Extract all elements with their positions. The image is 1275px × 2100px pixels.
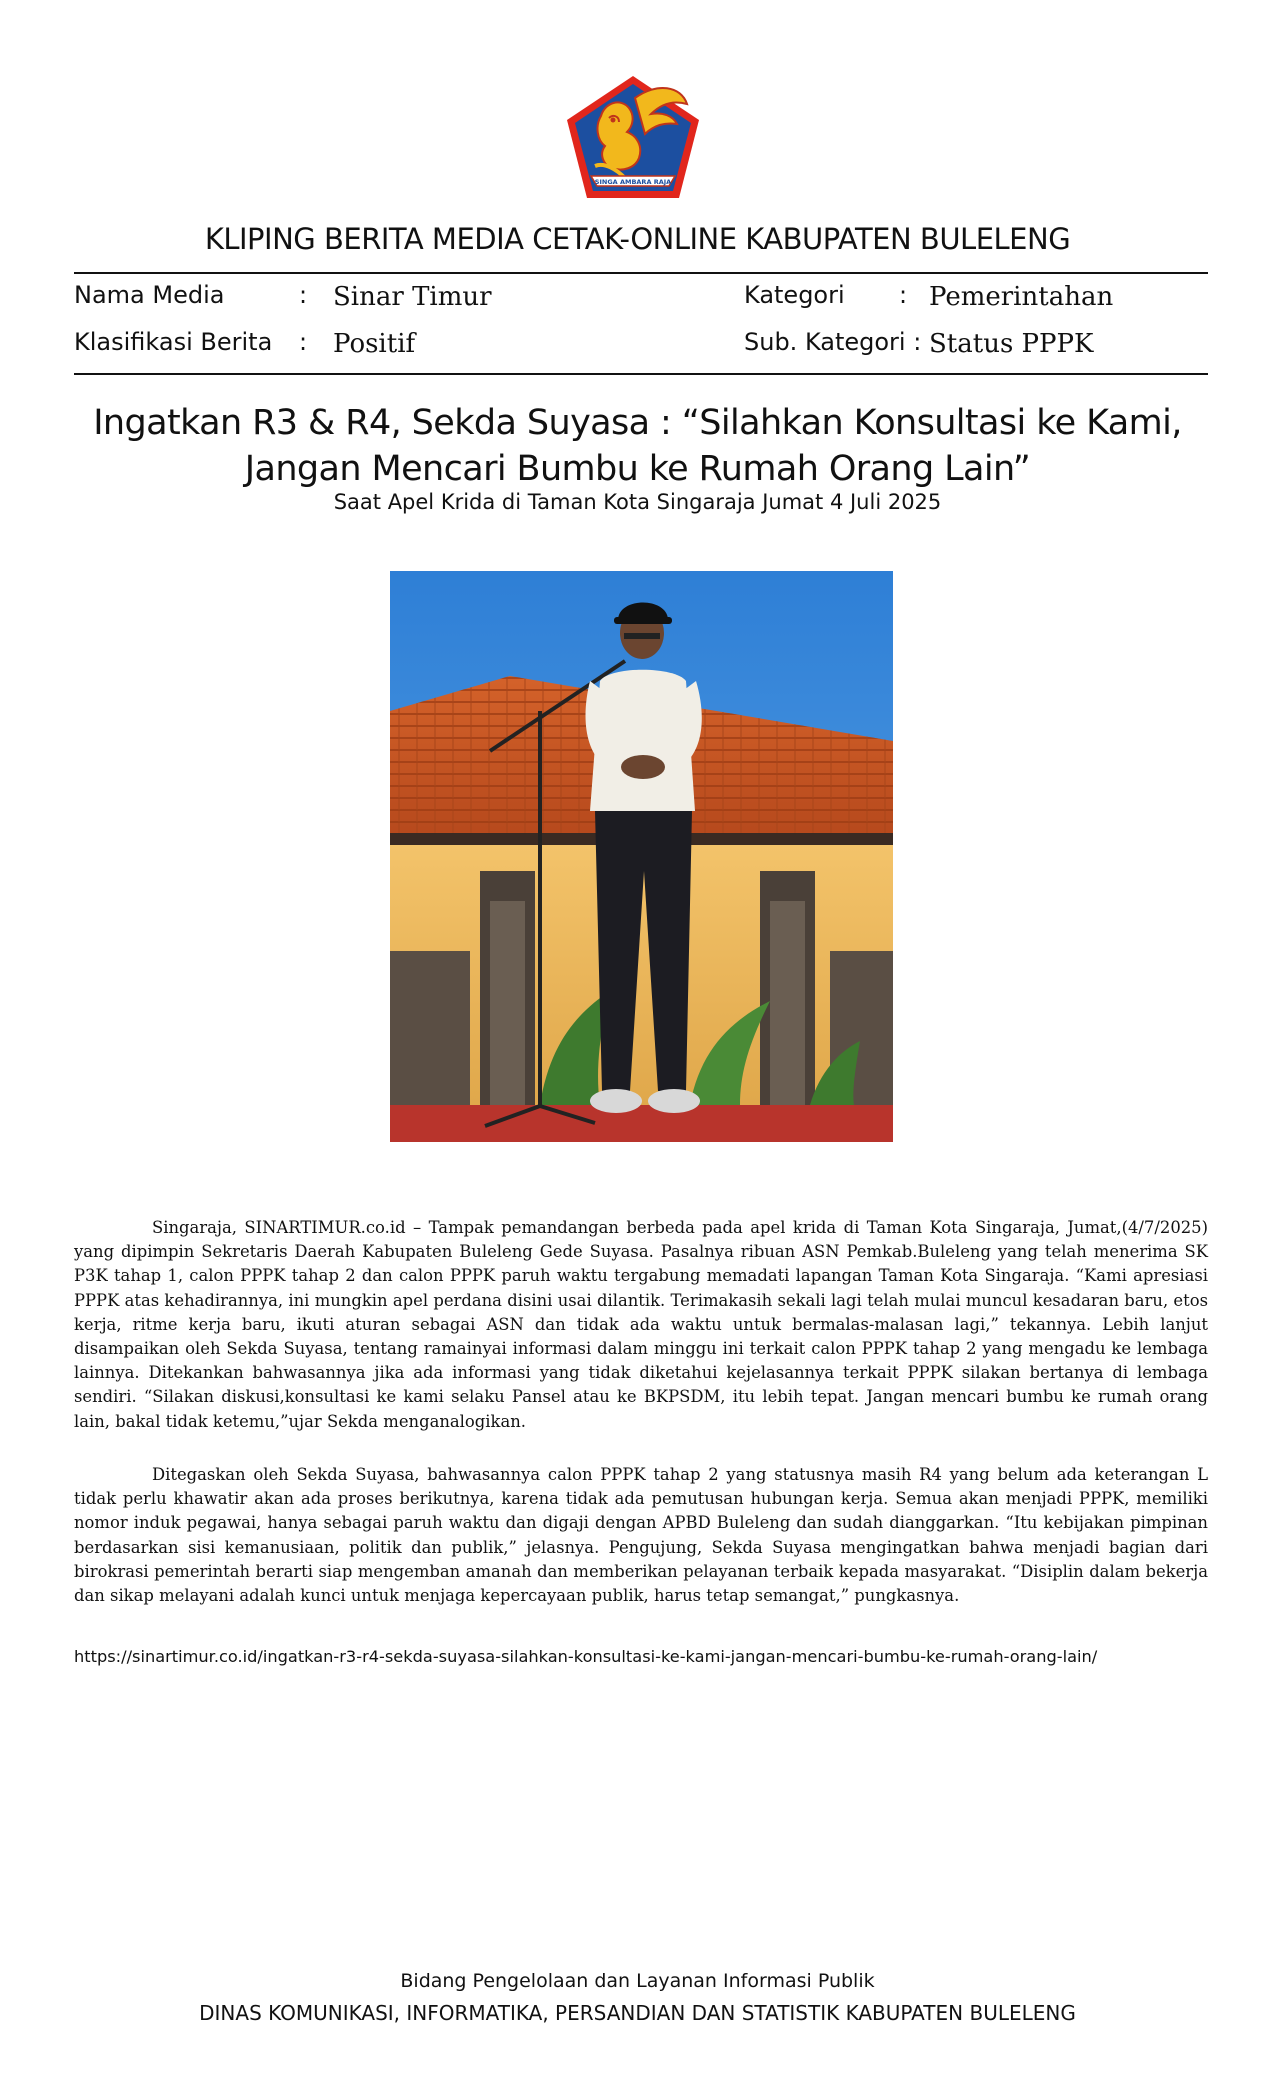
footer-agency: DINAS KOMUNIKASI, INFORMATIKA, PERSANDIAN DAN STATISTIK KABUPATEN BULELENG <box>199 2001 1076 2025</box>
footer-department: Bidang Pengelolaan dan Layanan Informasi Publik <box>400 1970 875 1992</box>
source-url-link[interactable]: https://sinartimur.co.id/ingatkan-r3-r4-sekda-suyasa-silahkan-konsultasi-ke-kami-jangan-mencari-bumbu-ke-rumah-orang-lain/ <box>74 1647 1098 1666</box>
news-classification-label: Klasifikasi Berita <box>74 328 273 356</box>
category-colon: : <box>899 281 908 309</box>
article-headline <box>60 400 1215 492</box>
article-paragraph-2: Ditegaskan oleh Sekda Suyasa, bahwasannya calon PPPK tahap 2 yang statusnya masih R4 yang belum ada keterangan L tidak perlu khawatir akan ada proses berikutnya, karena tidak ada pemutusan hubungan kerja. Semua akan menjadi PPPK, memiliki nomor induk pegawai, hanya sebagai paruh waktu dan digaji dengan APBD Buleleng dan sudah dianggarkan. “Itu kebijakan pimpinan berdasarkan sisi kemanusiaan, politik dan publik,” jelasnya. Pengujung, Sekda Suyasa mengingatkan bahwa menjadi bagian dari birokrasi pemerintah berarti siap mengemban amanah dan memberikan pelayanan terbaik kepada masyarakat. “Disiplin dalam bekerja dan sikap melayani adalah kunci untuk menjaga kepercayaan publik, harus tetap semangat,” pungkasnya. <box>74 1465 1208 1606</box>
document-header-title: KLIPING BERITA MEDIA CETAK-ONLINE KABUPATEN BULELENG <box>204 222 1071 256</box>
speaker-at-microphone-photo <box>390 571 893 1142</box>
article-subheadline: Saat Apel Krida di Taman Kota Singaraja Jumat 4 Juli 2025 <box>333 490 942 514</box>
logo-banner-text: SINGA AMBARA RAJA <box>594 178 672 186</box>
header-divider-top <box>74 272 1208 274</box>
headline-line-2: Jangan Mencari Bumbu ke Rumah Orang Lain” <box>244 449 1031 489</box>
subcategory-value: Status PPPK <box>929 329 1094 359</box>
news-classification-value: Positif <box>333 329 416 359</box>
header-divider-bottom <box>74 373 1208 375</box>
media-name-label: Nama Media <box>74 281 225 309</box>
subcategory-label: Sub. Kategori : <box>744 328 922 356</box>
singa-ambara-raja-crest-icon <box>565 74 701 200</box>
article-paragraph-1: Singaraja, SINARTIMUR.co.id – Tampak pemandangan berbeda pada apel krida di Taman Kota Singaraja, Jumat,(4/7/2025) yang dipimpin Sekretaris Daerah Kabupaten Buleleng Gede Suyasa. Pasalnya ribuan ASN Pemkab.Buleleng yang telah menerima SK P3K tahap 1, calon PPPK tahap 2 dan calon PPPK paruh waktu tergabung memadati lapangan Taman Kota Singaraja. “Kami apresiasi PPPK atas kehadirannya, ini mungkin apel perdana disini usai dilantik. Terimakasih sekali lagi telah mulai muncul kesadaran baru, etos kerja, ritme kerja baru, ikuti aturan sebagai ASN dan tidak ada waktu untuk bermalas-malasan lagi,” tekannya. Lebih lanjut disampaikan oleh Sekda Suyasa, tentang ramainyai informasi dalam minggu ini terkait calon PPPK tahap 2 yang mengadu ke lembaga lainnya. Ditekankan bahwasannya jika ada informasi yang tidak diketahui kejelasannya terkait PPPK silakan bertanya di lembaga sendiri. “Silakan diskusi,konsultasi ke kami selaku Pansel atau ke BKPSDM, itu lebih tepat. Jangan mencari bumbu ke rumah orang lain, bakal tidak ketemu,”ujar Sekda menganalogikan. <box>74 1218 1208 1431</box>
news-classification-colon: : <box>299 328 308 356</box>
media-name-value: Sinar Timur <box>333 282 492 312</box>
media-name-colon: : <box>299 281 308 309</box>
headline-line-1: Ingatkan R3 & R4, Sekda Suyasa : “Silahkan Konsultasi ke Kami, <box>93 403 1182 443</box>
category-label: Kategori <box>744 281 845 309</box>
category-value: Pemerintahan <box>929 282 1114 312</box>
